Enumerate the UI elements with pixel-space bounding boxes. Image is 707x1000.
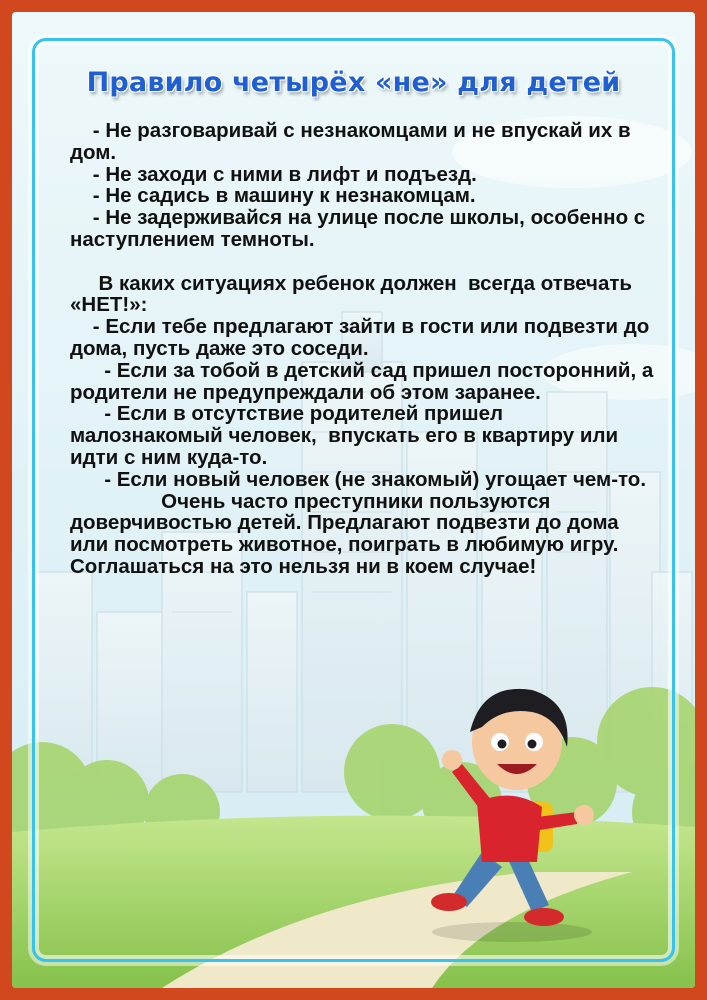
situations-heading: В каких ситуациях ребенок должен всегда отвечать «НЕТ!»: [70, 271, 638, 317]
rule-item: - Не задерживайся на улице после школы, особенно с наступлением темноты. [70, 206, 651, 251]
situation-item: - Если в отсутствие родителей пришел малознакомый человек, впускать его в квартиру или идти с ним куда-то. [70, 402, 624, 469]
poster-body [70, 120, 660, 578]
spacer [70, 251, 660, 273]
situation-item: - Если тебе предлагают зайти в гости или подвезти до дома, пусть даже это соседи. [70, 315, 655, 360]
rule-item: - Не разговаривай с незнакомцами и не впускай их в дом. [70, 119, 637, 164]
rule-item: - Не садись в машину к незнакомцам. [70, 184, 476, 208]
situation-item: - Если новый человек (не знакомый) угощает чем-то. [70, 467, 647, 491]
closing-paragraph: Очень часто преступники пользуются доверчивостью детей. Предлагают подвезти до дома или посмотреть животное, поиграть в любимую игру. Соглашаться на это нельзя ни в коем случае! [70, 489, 630, 578]
rule-item: - Не заходи с ними в лифт и подъезд. [70, 162, 477, 186]
situation-item: - Если за тобой в детский сад пришел посторонний, а родители не предупреждали об этом заранее. [70, 358, 659, 404]
poster-title: Правило четырёх «не» для детей [86, 67, 621, 98]
poster-background [12, 12, 695, 988]
